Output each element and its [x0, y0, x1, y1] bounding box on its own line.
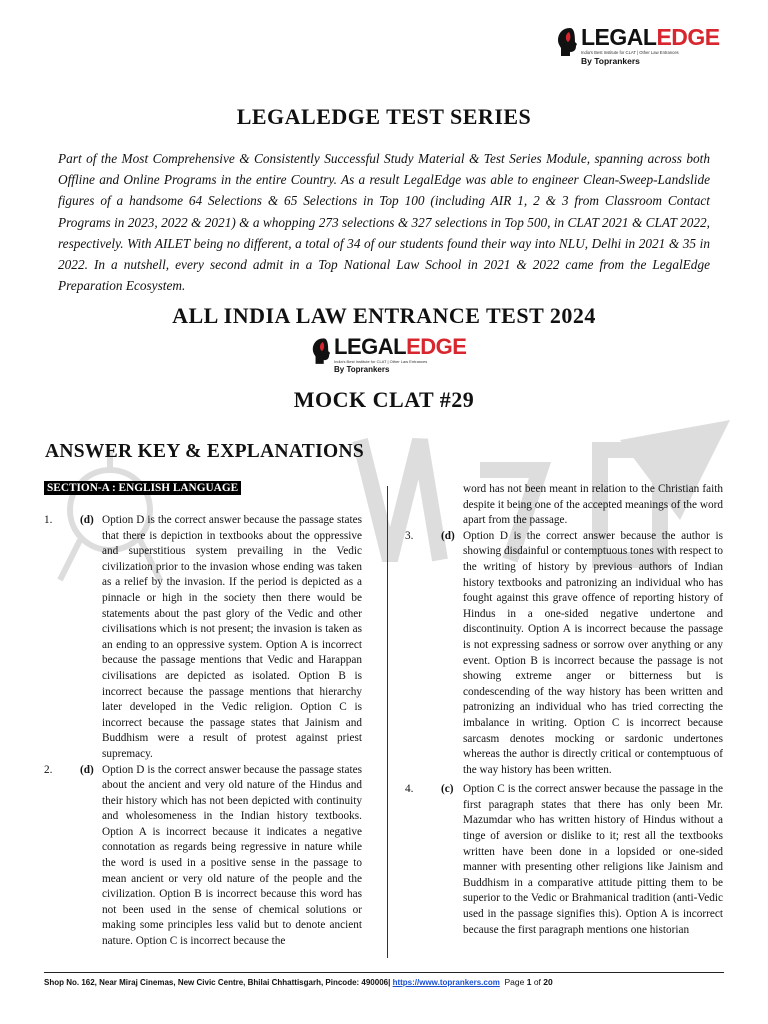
answer-item	[44, 513, 362, 763]
intro-paragraph: Part of the Most Comprehensive & Consistently Successful Study Material & Test Series Module, spanning across both Offline and Online Programs in the entire Country. As a result LegalEdge was able to engineer Clean-Sweep-Landslide figures of a handsome 64 Selections & 65 Selections in Top 100 (including AIR 1, 2 & 3 from Classroom Contact Programs in 2023, 2022 & 2021) & a whopping 273 selections & 327 selections in Top 500, in CLAT 2021 & CLAT 2022, respectively. With AILET being no different, a total of 34 of our students found their way into NLU, Delhi in 2021 & 35 in 2022. In a nutshell, every second admit in a Top National Law School in 2021 & 2022 came from the LegalEdge Preparation Ecosystem.	[58, 151, 710, 294]
exam-title: ALL INDIA LAW ENTRANCE TEST 2024	[172, 303, 596, 328]
brand-logo-top	[556, 26, 720, 66]
left-column	[44, 513, 362, 950]
page-prefix: Page	[504, 977, 525, 987]
answer-option: (c)	[441, 783, 454, 796]
explanation-text: Option D is the correct answer because the passage states about the ancient and very old nature of the Hindus and their history which has not been depicted with continuity and wholesomeness in the Indian history textbooks. Option A is incorrect because it indicates a negative connotation as regards being regressive in nature while the word is used in a positive sense in the passage to mean ancient or very old nature of the people and the civilization. Option B is incorrect because this word has not been used in the sense of chemical solutions or making some principles less valid but to denote ancient nature. Option C is incorrect because the	[102, 763, 362, 948]
brand-edge: EDGE	[656, 24, 720, 50]
answer-item	[44, 763, 362, 950]
section-header: SECTION-A : ENGLISH LANGUAGE	[44, 481, 241, 495]
question-number: 3.	[405, 529, 414, 542]
answer-continuation	[405, 482, 723, 529]
column-divider	[387, 486, 388, 958]
answer-item	[405, 529, 723, 779]
footer	[44, 977, 553, 987]
page-number: 1	[526, 977, 532, 987]
explanation-text: Option C is the correct answer because the passage in the first paragraph states that there has only been Mr. Mazumdar who has written history of Hindus without a tinge of aversion or dislike to it; rest all the textbooks written have been done in a lopsided or one-sided manner with presenting other religions like Jainism and Buddhism in a comparative attitude pitting them to be superior to the Vedic or Brahmanical tradition (anti-Vedic used in the passage signifies this). Option A is incorrect because the first paragraph mentions one historian	[463, 783, 723, 936]
footer-website-link[interactable]: https://www.toprankers.com	[392, 978, 500, 987]
question-number: 2.	[44, 763, 53, 776]
logo-head-icon	[311, 336, 331, 368]
brand-edge: EDGE	[406, 334, 467, 359]
explanation-text: Option D is the correct answer because the passage states that there is depiction in textbooks about the oppressive and superstitious system prevailing in the Vedic civilization prior to the invasion whose ending was taken as a relief by the invasion. If the period is depicted as a pinnacle or high in the society then there would be statements about the past glory of the Vedic and other civilisations which is not present; the invasion is taken as an ending to an oppressive system. Option A is incorrect because the passage mentions that Vedic and Harappan civilisations are depicted as isolated. Option B is incorrect because the passage mentions that hierarchy later developed in the Vedic religion. Option C is incorrect because the passage states that Jainism and Buddhism were a result of protest against priest supremacy.	[102, 514, 362, 760]
answer-option: (d)	[80, 763, 94, 776]
brand-legal: LEGAL	[581, 24, 657, 50]
answer-option: (d)	[441, 529, 455, 542]
question-number: 1.	[44, 514, 53, 526]
brand-tagline: India's Best Institute for CLAT | Other Law Entrances	[581, 50, 679, 55]
brand-by: By Toprankers	[581, 56, 640, 67]
footer-address: Shop No. 162, Near Miraj Cinemas, New Civic Centre, Bhilai Chhattisgarh, Pincode: 490006|	[44, 978, 391, 987]
series-title: LEGALEDGE TEST SERIES	[236, 104, 532, 129]
logo-head-icon	[556, 26, 578, 60]
page-total: 20	[543, 977, 553, 987]
explanation-text: word has not been meant in relation to the Christian faith despite it being one of the accepted meanings of the word apart from the passage.	[463, 483, 723, 527]
explanation-text: Option D is the correct answer because the author is showing disdainful or contemptuous tones with respect to the writing of history by previous authors of Indian history textbooks and patronizing an individual who has fought against this grave offence of reporting history of Hindus in a one-sided negative undertone and discontinuity. Option A is incorrect because the passage is not expressing sadness or sorrow over anything or any event. Option B is incorrect because the passage is not showing extreme anger or bitterness but is condescending of the way history has been written and patronizing an individual who has tried correcting the imbalance in writing. Option C is incorrect because sarcasm denotes mocking or sardonic undertones whereas the author is directly critical or contemptuous of the way history has been written.	[463, 529, 723, 776]
right-column	[405, 482, 723, 938]
brand-by: By Toprankers	[334, 365, 390, 374]
brand-legal: LEGAL	[334, 334, 407, 359]
question-number: 4.	[405, 783, 414, 796]
footer-rule	[44, 972, 724, 973]
page-of: of	[533, 977, 541, 987]
answer-item	[405, 782, 723, 938]
mock-title: MOCK CLAT #29	[293, 387, 475, 412]
answer-option: (d)	[80, 514, 94, 526]
answer-key-title: ANSWER KEY & EXPLANATIONS	[45, 441, 364, 462]
brand-tagline: India's Best Institute for CLAT | Other Law Entrances	[334, 359, 428, 364]
brand-logo-center	[311, 336, 466, 374]
